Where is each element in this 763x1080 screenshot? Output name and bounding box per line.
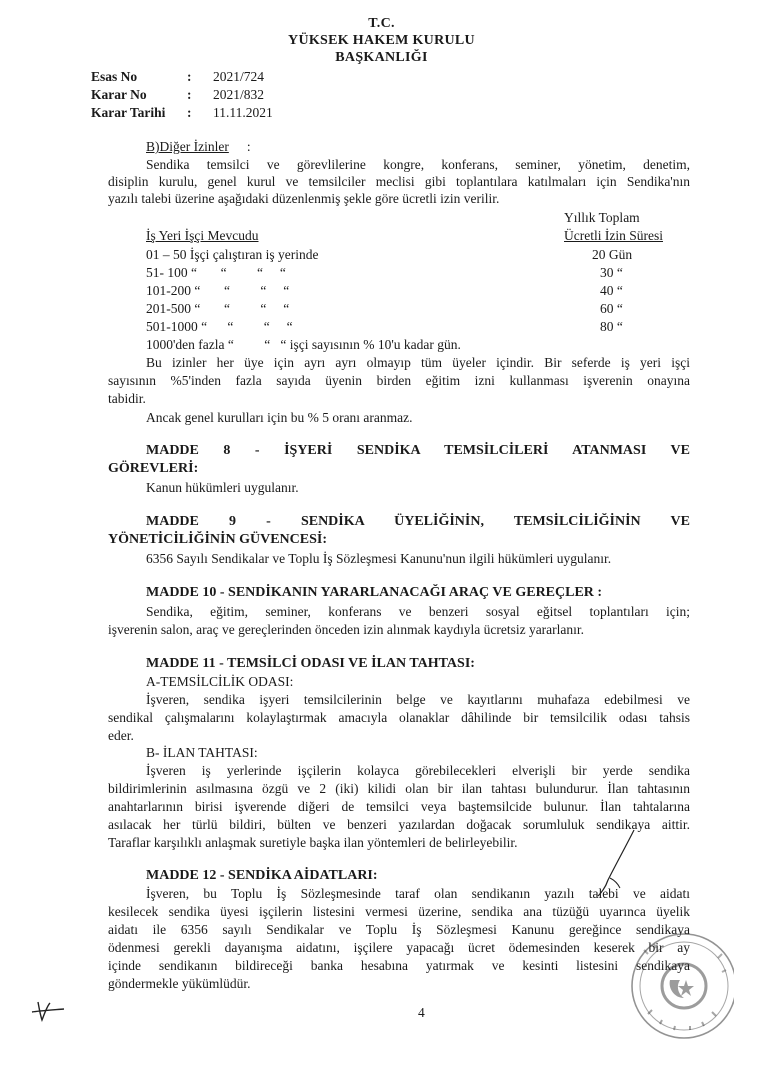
madde-11-a-heading: A-TEMSİLCİLİK ODASI:: [146, 674, 294, 689]
table-row-right: 40 “: [600, 283, 623, 298]
page-number: 4: [418, 1005, 425, 1020]
paragraph-line: sendikal çalışmalarını kolaylaştırmak amacıyla olanaklar dâhilinde bir temsilcilik odası tahsis: [108, 710, 690, 725]
madde-12-title: MADDE 12 - SENDİKA AİDATLARI:: [146, 868, 378, 883]
signature-mark: [588, 828, 638, 898]
paragraph-line: tabidir.: [108, 391, 146, 406]
meta-value: 11.11.2021: [213, 105, 273, 120]
table-head-right-1: Yıllık Toplam: [564, 210, 640, 225]
handwritten-initial: [28, 998, 68, 1024]
paragraph-line: ödenmesi gerekli dayanışma aidatını, işçilere yapacağı ücret ödemesinden keserek bir ay: [108, 940, 690, 955]
paragraph-line: yazılı talebi üzerine aşağıdaki düzenlenmiş şekle göre ücretli izin verilir.: [108, 191, 500, 206]
paragraph-line: aidatı ile 6356 sayılı Sendikalar ve Toplu İş Sözleşmesi Kanunu gereğince sendikaya: [108, 922, 690, 937]
table-row-right: 60 “: [600, 301, 623, 316]
madde-9-title: MADDE 9 - SENDİKA ÜYELİĞİNİN, TEMSİLCİLİĞİNİN VE: [146, 514, 690, 529]
madde-11-title: MADDE 11 - TEMSİLCİ ODASI VE İLAN TAHTASI:: [146, 656, 475, 671]
meta-row: [91, 87, 273, 105]
madde-11-b-heading: B- İLAN TAHTASI:: [146, 745, 258, 760]
meta-row: [91, 69, 273, 87]
table-head-right-2: Ücretli İzin Süresi: [564, 228, 663, 243]
madde-10-body: işverenin salon, araç ve gereçlerinden önceden izin alınmak kaydıyla ücretsiz yararlanır.: [108, 622, 585, 637]
meta-value: 2021/832: [213, 87, 265, 102]
paragraph-line: Bu izinler her üye için ayrı ayrı olmayıp tüm üyeler içindir. Bir seferde iş yeri işçi: [146, 355, 690, 370]
paragraph-line: asılacak her türlü bildiri, bülten ve benzeri yazılardan doğacak sorumluluk sendikaya aittir.: [108, 817, 690, 832]
paragraph-line: Sendika temsilci ve görevlilerine kongre, konferans, seminer, yönetim, denetim,: [146, 157, 690, 172]
madde-10-title: MADDE 10 - SENDİKANIN YARARLANACAĞI ARAÇ VE GEREÇLER :: [146, 585, 603, 600]
paragraph-line: anahtarlarının birisi işverende diğeri de temsilci veya baştemsilcide bulunur. İlan tahtalarına: [108, 799, 690, 814]
meta-sep: :: [187, 87, 192, 102]
table-row-left: 501-1000 “ “ “ “: [146, 319, 293, 334]
paragraph-line: İşveren, bu Toplu İş Sözleşmesinde taraf olan sendikanın yazılı talebi ve aidatı: [146, 886, 690, 901]
table-head-left: İş Yeri İşçi Mevcudu: [146, 228, 259, 243]
official-stamp: [604, 910, 734, 1040]
paragraph-line: içinde sendikanın bildireceği banka hesabına yatırmak ve kesinti listesini sendikaya: [108, 958, 690, 973]
header-court: YÜKSEK HAKEM KURULU: [288, 33, 475, 48]
section-b-heading-text: B)Diğer İzinler: [146, 139, 229, 154]
case-meta: [91, 69, 273, 123]
table-row-right: 30 “: [600, 265, 623, 280]
paragraph-line: Taraflar karşılıklı anlaşmak suretiyle başka ilan yöntemleri de belirleyebilir.: [108, 835, 518, 850]
paragraph-line: bildirimlerinin asılmasına özgü ve 2 (iki) kilidi olan bir ilan tahtası bulundurur. İlan tahtasının: [108, 781, 690, 796]
meta-sep: :: [187, 69, 192, 84]
meta-value: 2021/724: [213, 69, 265, 84]
paragraph-line: kesilecek sendika üyesi işçilerin listesini vermesi üzerine, sendika ana tüzüğü uyarınca üyelik: [108, 904, 690, 919]
madde-9-title-cont: YÖNETİCİLİĞİNİN GÜVENCESİ:: [108, 532, 327, 547]
paragraph-line: eder.: [108, 728, 134, 743]
meta-row: [91, 105, 273, 123]
header-tc: T.C.: [368, 16, 395, 31]
section-b-heading: [146, 139, 251, 155]
section-b-heading-colon: :: [246, 139, 251, 154]
paragraph-line: sayısının %5'inden fazla sayıda üyenin birden eğitim izni kullanması işverenin onayına: [108, 373, 690, 388]
madde-8-body: Kanun hükümleri uygulanır.: [146, 480, 299, 495]
table-row-right: 80 “: [600, 319, 623, 334]
madde-9-body: 6356 Sayılı Sendikalar ve Toplu İş Sözleşmesi Kanunu'nun ilgili hükümleri uygulanır.: [146, 551, 612, 566]
table-row-left: 51- 100 “ “ “ “: [146, 265, 286, 280]
paragraph-line: Ancak genel kurulları için bu % 5 oranı aranmaz.: [146, 410, 413, 425]
meta-key: Karar No: [91, 87, 147, 102]
header-presidency: BAŞKANLIĞI: [335, 50, 428, 65]
meta-key: Esas No: [91, 69, 138, 84]
table-row-right: 20 Gün: [592, 247, 633, 262]
over-1000-line: 1000'den fazla “ “ “ işçi sayısının % 10'u kadar gün.: [146, 337, 461, 352]
table-row-left: 01 – 50 İşçi çalıştıran iş yerinde: [146, 247, 319, 262]
paragraph-line: İşveren iş yerlerinde işçilerin kolayca görebilecekleri elverişli bir yerde sendika: [146, 763, 690, 778]
meta-sep: :: [187, 105, 192, 120]
paragraph-line: İşveren, sendika işyeri temsilcilerinin belge ve kayıtlarını muhafaza edebilmesi ve: [146, 692, 690, 707]
table-row-left: 201-500 “ “ “ “: [146, 301, 290, 316]
meta-key: Karar Tarihi: [91, 105, 166, 120]
madde-8-title: MADDE 8 - İŞYERİ SENDİKA TEMSİLCİLERİ ATANMASI VE: [146, 443, 690, 458]
table-row-left: 101-200 “ “ “ “: [146, 283, 290, 298]
paragraph-line: göndermekle yükümlüdür.: [108, 976, 251, 991]
paragraph-line: disiplin kurulu, genel kurul ve temsilciler meclisi gibi toplantılara katılmaları için Sendika'nın: [108, 174, 690, 189]
madde-10-body: Sendika, eğitim, seminer, konferans ve benzeri sosyal eğitsel toplantıları için;: [146, 604, 690, 619]
madde-8-title-cont: GÖREVLERİ:: [108, 461, 199, 476]
